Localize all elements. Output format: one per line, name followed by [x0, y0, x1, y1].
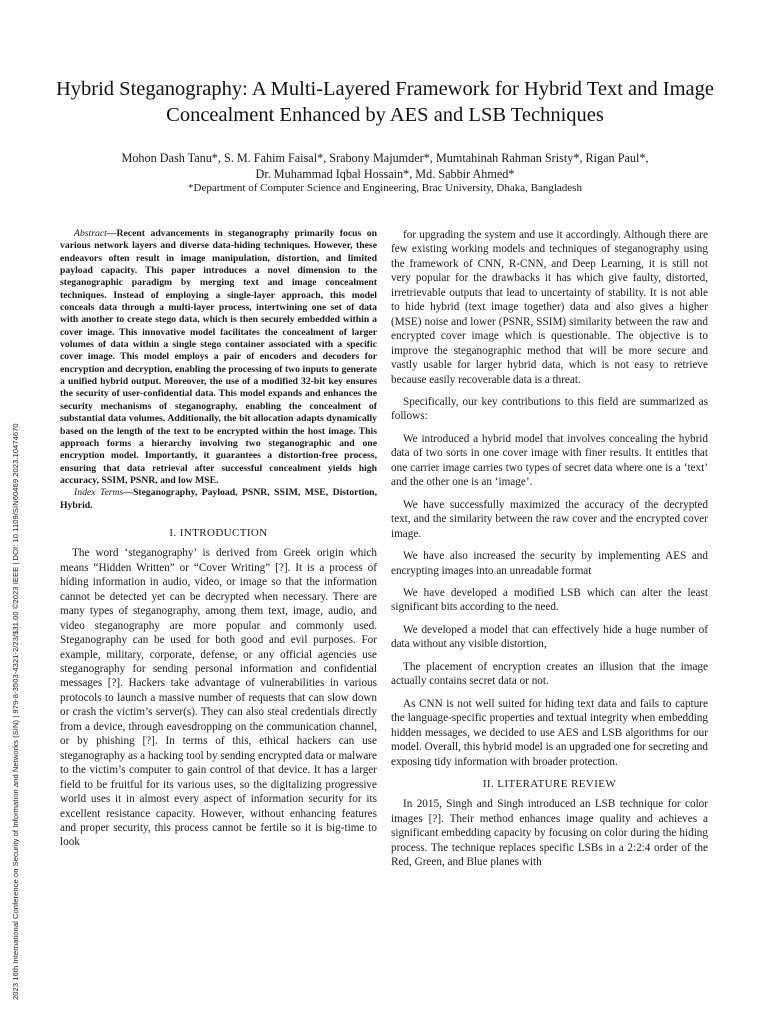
right-column	[391, 228, 708, 870]
paper-title: Hybrid Steganography: A Multi-Layered Framework for Hybrid Text and Image Concealment Enhanced by AES and LSB Techniques	[55, 78, 714, 126]
intro-paragraph: The word ‘steganography’ is derived from Greek origin which means “Hidden Written” or “Cover Writing” [?]. It is a process of hiding information in audio, video, or image so that the information cannot be detected yet can be decrypted when necessary. There are many types of steganography, among them text, image, audio, and video steganography are more popular and commonly used. Steganography can be used for both good and evil purposes. For example, military, corporate, defense, or any official agencies use steganography for sending personal information and confidential messages [?]. Hackers take advantage of vulnerabilities in various protocols to launch a massive number of requests that can slow down or crash the victim’s server(s). They can also steal credentials directly from a device, through eavesdropping on the communication channel, or by phishing [?]. In terms of this, ethical hackers can use steganography as a hacking tool by sending encrypted data or malware to the victim’s computer to gain control of that device. It has a larger field to be fruitful for its various uses, so the digitalizing progressive world uses it in almost every aspect of information security for its excellent resistance capacity. However, without enhancing features and proper security, this process cannot be fertile so it is big-time to look	[60, 547, 377, 849]
abstract	[60, 228, 377, 487]
affiliation: *Department of Computer Science and Engineering, Brac University, Dhaka, Bangladesh	[188, 182, 582, 194]
contribution-paragraph: As CNN is not well suited for hiding text data and fails to capture the language-specific properties and textual integrity when embedding hidden messages, we decided to use AES and LSB algorithms for our model. Overall, this hybrid model is an upgraded one for secreting and exposing tidy information with broader protection.	[391, 697, 708, 768]
authors-line-1: Mohon Dash Tanu*, S. M. Fahim Faisal*, Srabony Majumder*, Mumtahinah Rahman Sristy*, Rigan Paul*,	[121, 151, 649, 165]
contribution-paragraph: We have also increased the security by implementing AES and encrypting images into an unreadable format	[391, 550, 708, 577]
author-list	[40, 150, 730, 182]
contribution-paragraph: We introduced a hybrid model that involves concealing the hybrid data of two sorts in one cover image with finer results. It entitles that one carrier image carries two types of secret data where one is a ‘text’ and the other one is an ‘image’.	[391, 432, 708, 489]
section-heading-literature-review: II. LITERATURE REVIEW	[482, 777, 617, 790]
contribution-paragraph: We developed a model that can effectively hide a huge number of data without any visible distortion,	[391, 623, 708, 651]
contributions-intro-paragraph: Specifically, our key contributions to this field are summarized as follows:	[391, 395, 708, 423]
contribution-paragraph: The placement of encryption creates an illusion that the image actually contains secret data or not.	[391, 660, 708, 688]
literature-paragraph: In 2015, Singh and Singh introduced an LSB technique for color images [?]. Their method enhances image quality and achieves a significant embedding capacity by focusing on color during the hiding process. The technique replaces specific LSBs in a 2:2:4 order of the Red, Green, and Blue planes with	[391, 798, 708, 869]
left-column	[60, 228, 377, 850]
contribution-paragraph: We have developed a modified LSB which can alter the least significant bits according to the need.	[391, 586, 708, 614]
conference-side-note: 2023 16th International Conference on Security of Information and Networks (SIN) | 979-8-3503-4321-2/23/$31.00 ©2023 IEEE | DOI: 10.1109/SIN60469.2023.10474670	[11, 423, 20, 1000]
intro-continuation-paragraph: for upgrading the system and use it accordingly. Although there are few existing working models and techniques of steganography using the framework of CNN, R-CNN, and Deep Learning, it is still not very popular for the drawbacks it has which give faulty, distorted, irretrievable outputs that lead to uncertainty of stability. It is not able to hide hybrid (text image together) data and also gives a higher (MSE) noise and lower (PSNR, SSIM) similarity between the raw and encrypted cover image which is questionable. The objective is to improve the steganographic method that will be more secure and vastly usable for larger hybrid data, which is not easy to retrieve because easily recoverable data is a threat.	[391, 229, 708, 386]
index-terms	[60, 487, 377, 512]
section-heading-introduction: I. INTRODUCTION	[169, 526, 268, 539]
contribution-paragraph: We have successfully maximized the accuracy of the decrypted text, and the similarity between the raw cover and the encrypted cover image.	[391, 498, 708, 540]
abstract-label: Abstract	[74, 228, 107, 239]
abstract-text: —Recent advancements in steganography primarily focus on various network layers and diverse data-hiding techniques. However, these endeavors often result in image manipulation, distortion, and limited payload capacity. This paper introduces a novel dimension to the steganographic paradigm by merging text and image concealment techniques. Instead of employing a single-layer approach, this model conceals data through a multi-layer process, intertwining one set of data with another to create stego data, which is then securely embedded within a cover image. This innovative model facilitates the concealment of larger volumes of data within a single stego container associated with a specific cover image. This model employs a pair of encoders and decoders for encryption and decryption, enabling the processing of two inputs to generate a unified hybrid output. Moreover, the use of a modified 32-bit key ensures the security of user-confidential data. This model expands and enhances the security mechanisms of steganography, enabling the concealment of substantial data volumes. Additionally, the bit allocation adapts dynamically based on the length of the text to be encrypted within the host image. This approach forms a hierarchy involving two steganographic and one encryption model. Importantly, it guarantees a distortion-free process, ensuring that data retrieval after successful concealment yields high accuracy, SSIM, PSNR, and low MSE.	[60, 228, 377, 486]
index-terms-text: —Steganography, Payload, PSNR, SSIM, MSE, Distortion, Hybrid.	[60, 487, 377, 511]
index-terms-label: Index Terms	[74, 487, 124, 499]
authors-line-2: Dr. Muhammad Iqbal Hossain*, Md. Sabbir Ahmed*	[255, 167, 515, 181]
